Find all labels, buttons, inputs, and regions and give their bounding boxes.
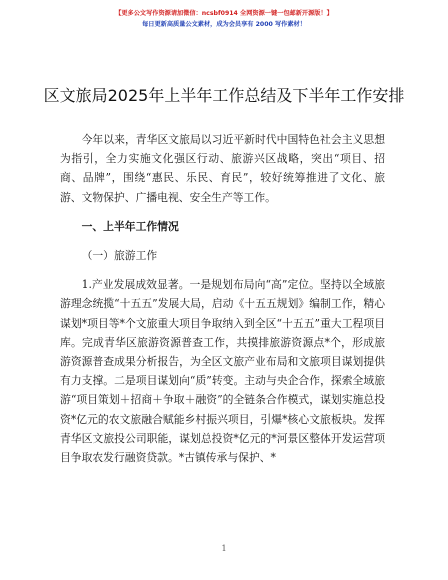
- page-number: 1: [221, 544, 227, 553]
- body-paragraph: 1.产业发展成效显著。一是规划布局向“高”定位。坚持以全域旅游理念统揽“十五五”发展大局，启动《十五五规划》编制工作，精心谋划*项目等*个文旅重大项目争取纳入到全区“十五五”重大工程项目库。完成青华区旅游资源普查工作，共摸排旅游资源点*个，形成旅游资源普查成果分析报告，为全区文旅产业布局和文旅项目谋划提供有力支撑。二是项目谋划向“质”转变。主动与央企合作，探索全域旅游“项目策划＋招商＋争取＋融资”的全链条合作模式，谋划实施总投资*亿元的农文旅融合赋能乡村振兴项目，引爆*核心文旅板块。发挥青华区文旅投公司职能，谋划总投资*亿元的*河景区整体开发运营项目争取农发行融资贷款。*古镇传承与保护、*: [60, 278, 385, 465]
- document-body: [60, 130, 385, 467]
- section-heading: 一、上半年工作情况: [81, 219, 179, 233]
- intro-paragraph: 今年以来，青华区文旅局以习近平新时代中国特色社会主义思想为指引，全力实施文化强区行动、旅游兴区战略，突出“项目、招商、品牌”，围绕“惠民、乐民、育民”，较好统筹推进了文化、旅游、文物保护、广播电视、安全生产等工作。: [60, 133, 385, 204]
- promo-banner: [0, 8, 448, 30]
- subsection-heading: （一）旅游工作: [81, 249, 158, 263]
- document-title: 区文旅局2025年上半年工作总结及下半年工作安排: [43, 86, 405, 105]
- promo-banner-line2: 每日更新高质量公文素材，成为会员享有 2000 写作素材！: [142, 21, 306, 28]
- promo-banner-line1: 【更多公文写作资源请加微信：ncsbf0914 全网资源一键一包邮新开源版！】: [115, 10, 333, 17]
